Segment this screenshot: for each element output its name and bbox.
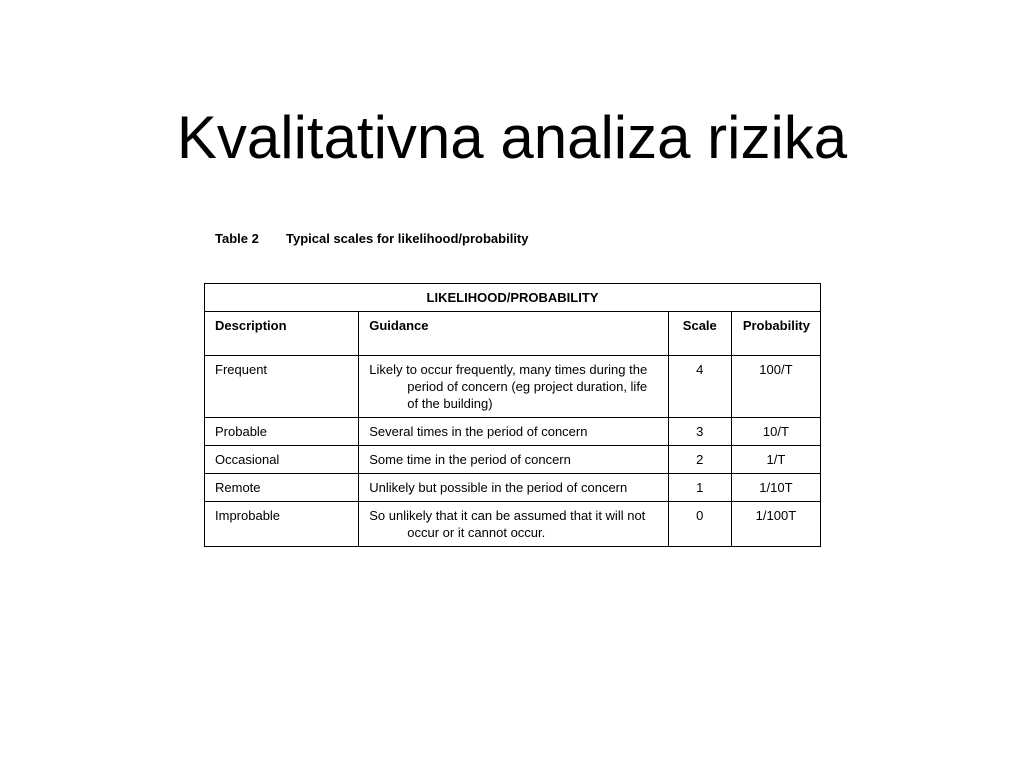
table-row — [205, 474, 821, 502]
cell-description: Probable — [205, 418, 359, 446]
cell-scale: 4 — [668, 356, 731, 418]
column-header-guidance: Guidance — [359, 312, 669, 356]
cell-probability: 10/T — [731, 418, 820, 446]
cell-description: Improbable — [205, 502, 359, 547]
cell-scale: 0 — [668, 502, 731, 547]
table-header-row — [205, 312, 821, 356]
cell-description: Occasional — [205, 446, 359, 474]
cell-guidance — [359, 418, 669, 446]
cell-guidance-text: Likely to occur frequently, many times during the period of concern (eg project duration, life of the building) — [369, 362, 648, 411]
cell-guidance-text: Some time in the period of concern — [369, 452, 571, 467]
table-caption-number: Table 2 — [215, 231, 259, 246]
column-header-scale: Scale — [668, 312, 731, 356]
cell-guidance — [359, 356, 669, 418]
table-row — [205, 418, 821, 446]
cell-guidance — [359, 474, 669, 502]
cell-guidance-text: So unlikely that it can be assumed that it will not occur or it cannot occur. — [369, 508, 646, 540]
column-header-description: Description — [205, 312, 359, 356]
cell-probability: 1/10T — [731, 474, 820, 502]
cell-probability: 1/T — [731, 446, 820, 474]
table-row — [205, 356, 821, 418]
table-row — [205, 446, 821, 474]
cell-scale: 1 — [668, 474, 731, 502]
table-group-header-row — [205, 284, 821, 312]
table-caption — [215, 231, 529, 247]
table-group-header: LIKELIHOOD/PROBABILITY — [205, 284, 821, 312]
table-caption-text: Typical scales for likelihood/probability — [286, 231, 529, 246]
cell-guidance-text: Several times in the period of concern — [369, 424, 588, 439]
slide-title: Kvalitativna analiza rizika — [176, 104, 848, 172]
cell-scale: 2 — [668, 446, 731, 474]
column-header-probability: Probability — [731, 312, 820, 356]
cell-scale: 3 — [668, 418, 731, 446]
cell-guidance — [359, 446, 669, 474]
cell-description: Frequent — [205, 356, 359, 418]
cell-probability: 1/100T — [731, 502, 820, 547]
likelihood-probability-table — [204, 283, 821, 547]
table-row — [205, 502, 821, 547]
cell-probability: 100/T — [731, 356, 820, 418]
cell-description: Remote — [205, 474, 359, 502]
cell-guidance-text: Unlikely but possible in the period of concern — [369, 480, 628, 495]
cell-guidance — [359, 502, 669, 547]
